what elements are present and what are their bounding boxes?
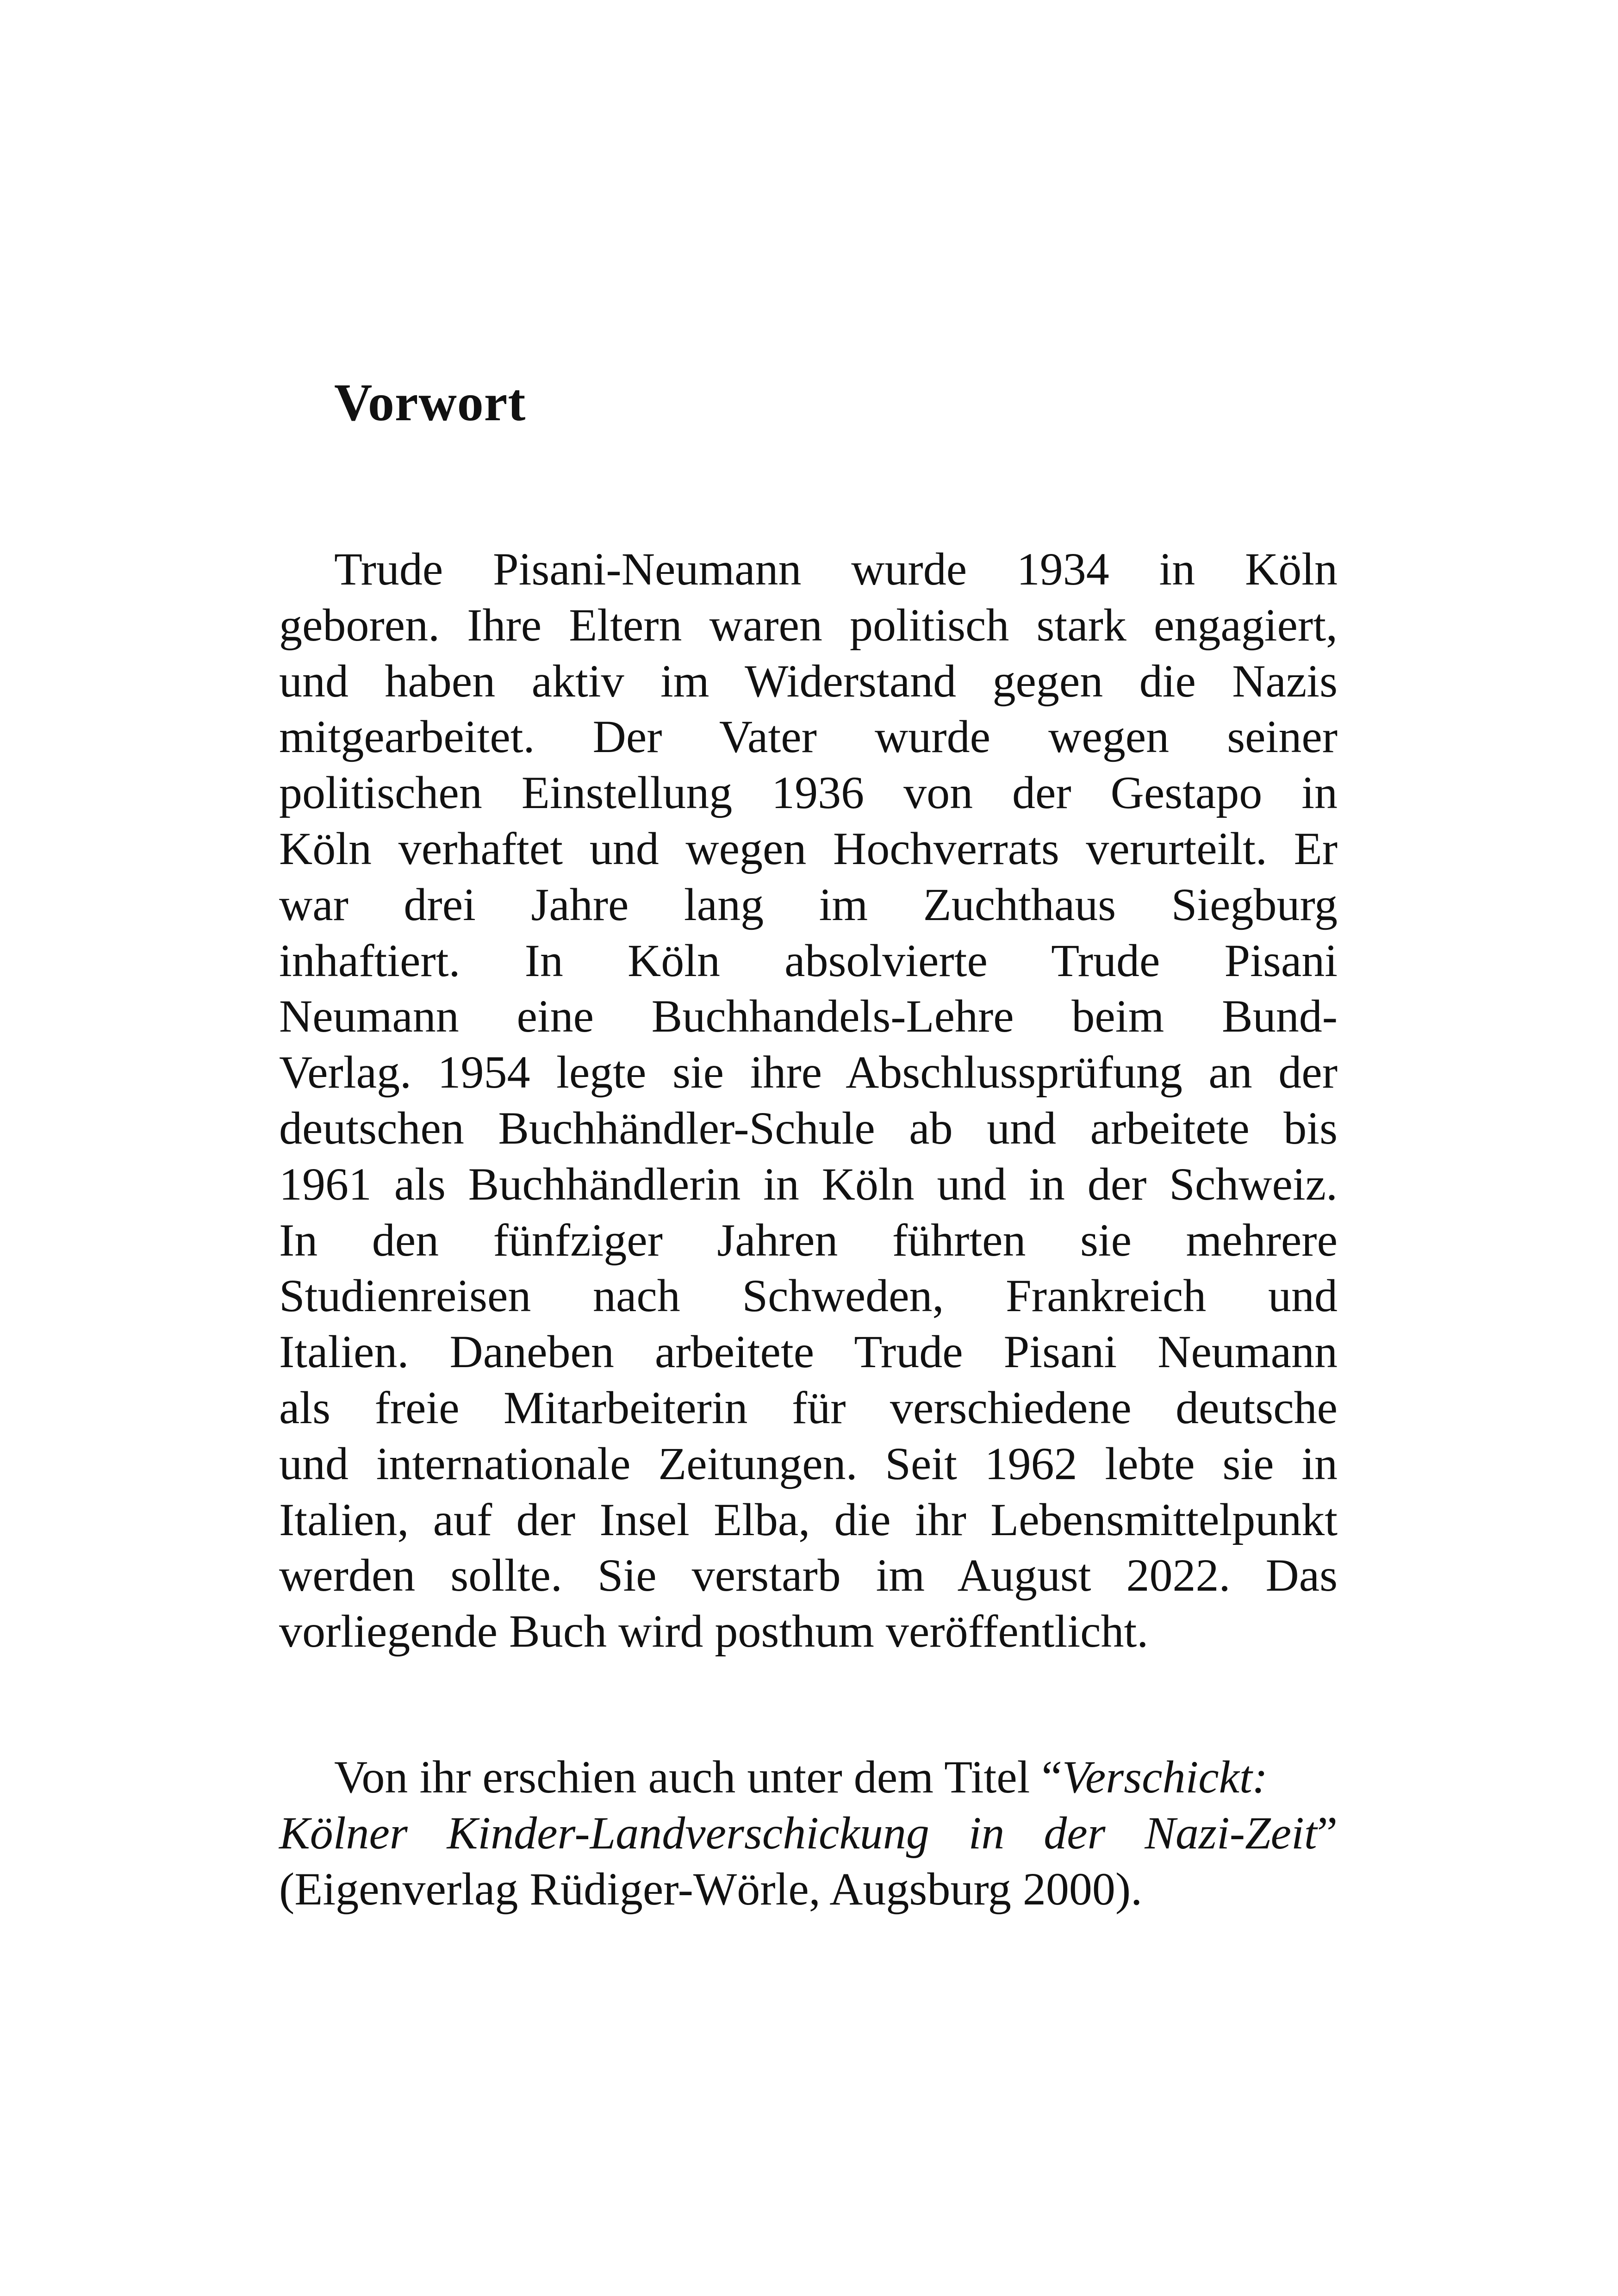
text-line: Studienreisen nach Schweden, Frankreich und (279, 1270, 1338, 1322)
text-line: inhaftiert. In Köln absolvierte Trude Pisani (279, 934, 1338, 986)
text-line: war drei Jahre lang im Zuchthaus Siegburg (279, 878, 1338, 930)
text-line (279, 1805, 1338, 1861)
text-line: Trude Pisani-Neumann wurde 1934 in Köln (334, 543, 1338, 595)
text-line: Verlag. 1954 legte sie ihre Abschlussprüfung an der (279, 1046, 1338, 1098)
text-line (279, 1749, 1338, 1805)
book-title-part-1: Verschickt: (1062, 1751, 1268, 1803)
text-line: mitgearbeitet. Der Vater wurde wegen seiner (279, 711, 1338, 763)
text-line: politischen Einstellung 1936 von der Gestapo in (279, 767, 1338, 819)
text-line: als freie Mitarbeiterin für verschiedene deutsche (279, 1381, 1338, 1433)
publisher-line: (Eigenverlag Rüdiger-Wörle, Augsburg 2000). (279, 1863, 1143, 1915)
text-line: In den fünfziger Jahren führten sie mehrere (279, 1214, 1338, 1266)
page-title: Vorwort (334, 373, 526, 432)
text-line: und haben aktiv im Widerstand gegen die Nazis (279, 655, 1338, 707)
biography-paragraph (279, 541, 1338, 1660)
text-line: vorliegende Buch wird posthum veröffentlicht. (279, 1605, 1149, 1657)
text-line: geboren. Ihre Eltern waren politisch stark engagiert, (279, 599, 1338, 651)
text-line: deutschen Buchhändler-Schule ab und arbeitete bis (279, 1102, 1338, 1154)
text-line: Neumann eine Buchhandels-Lehre beim Bund- (279, 990, 1338, 1042)
text-line: Italien. Daneben arbeitete Trude Pisani Neumann (279, 1326, 1338, 1378)
text-line: werden sollte. Sie verstarb im August 2022. Das (279, 1549, 1338, 1601)
publication-intro: Von ihr erschien auch unter dem Titel “ (334, 1751, 1062, 1803)
text-line: Italien, auf der Insel Elba, die ihr Lebensmittelpunkt (279, 1493, 1338, 1545)
book-title-part-2: Kölner Kinder-Landverschickung in der Nazi-Zeit (279, 1807, 1317, 1859)
text-line: 1961 als Buchhändlerin in Köln und in der Schweiz. (279, 1158, 1338, 1210)
publication-paragraph (279, 1749, 1338, 1917)
text-line: Köln verhaftet und wegen Hochverrats verurteilt. Er (279, 822, 1338, 874)
text-line: und internationale Zeitungen. Seit 1962 lebte sie in (279, 1437, 1338, 1489)
closing-quote: ” (1317, 1807, 1338, 1859)
